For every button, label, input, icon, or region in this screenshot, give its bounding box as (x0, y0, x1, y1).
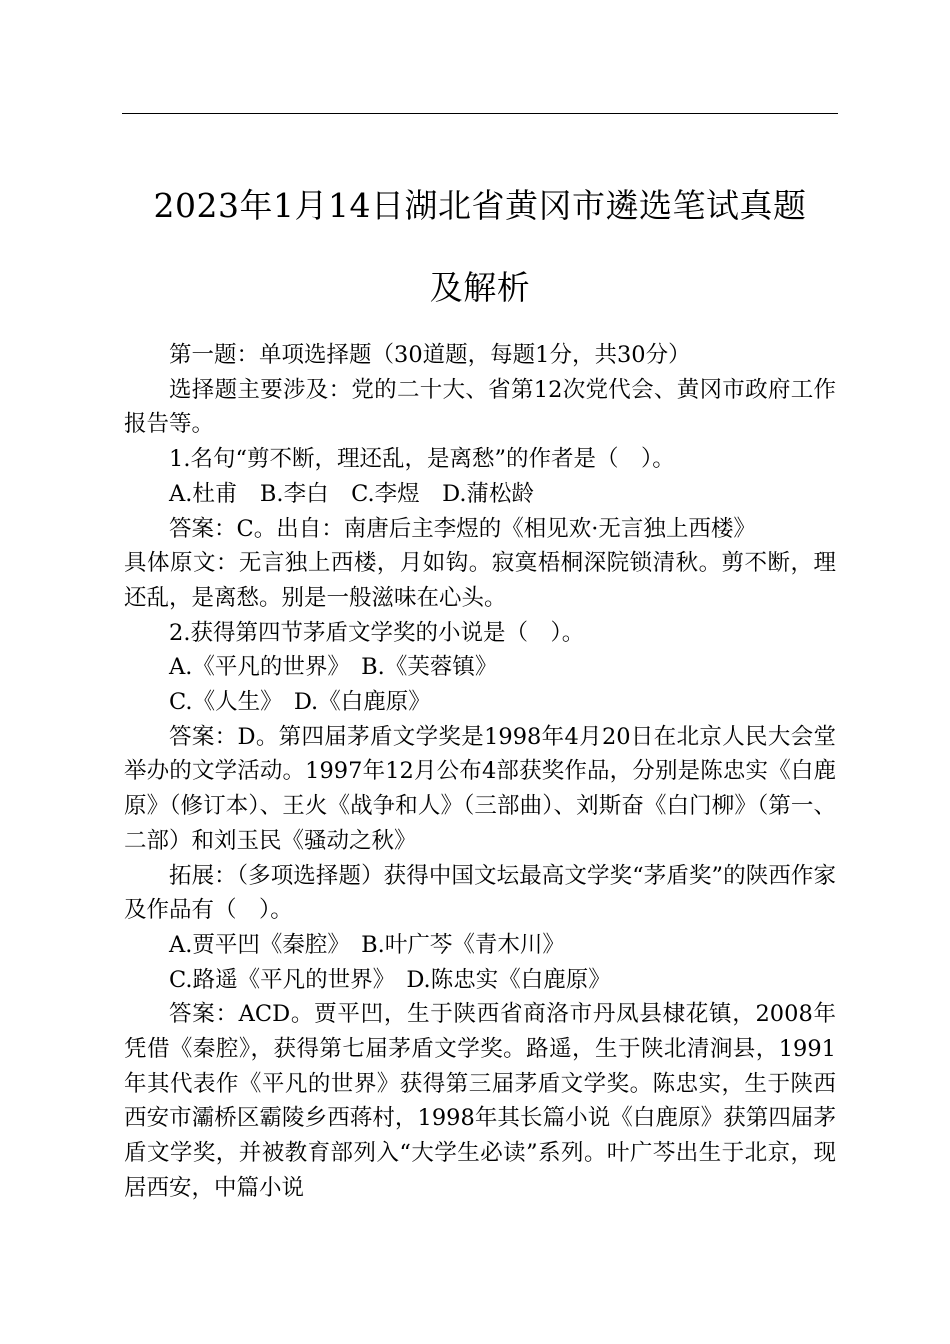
question-2-options-ab: A.《平凡的世界》 B.《芙蓉镇》 (169, 654, 498, 681)
title-line-2: 及解析 (429, 268, 531, 307)
extension-options-ab: A.贾平凹《秦腔》 B.叶广芩《青木川》 (169, 931, 565, 958)
question-1-answer: 答案：C。出自：南唐后主李煜的《相见欢·无言独上西楼》 (169, 515, 756, 542)
question-1-options: A.杜甫 B.李白 C.李煜 D.蒲松龄 (169, 480, 535, 507)
title-line-1: 2023年1月14日湖北省黄冈市遴选笔试真题 (153, 186, 807, 225)
section-scope-note: 选择题主要涉及：党的二十大、省第12次党代会、黄冈市政府工作报告等。 (124, 376, 836, 438)
extension-question: 拓展：（多项选择题）获得中国文坛最高文学奖“茅盾奖”的陕西作家及作品有（ ）。 (124, 862, 836, 924)
question-2-answer: 答案：D。第四届茅盾文学奖是1998年4月20日在北京人民大会堂举办的文学活动。1997年12月公布4部获奖作品，分别是陈忠实《白鹿原》（修订本）、王火《战争和人》（三部曲）、刘斯奋《白门柳》（第一、二部）和刘玉民《骚动之秋》 (124, 723, 836, 854)
question-2: 2.获得第四节茅盾文学奖的小说是（ ）。 (169, 619, 585, 646)
question-1-source-text: 具体原文：无言独上西楼，月如钩。寂寞梧桐深院锁清秋。剪不断，理还乱，是离愁。别是一般滋味在心头。 (124, 550, 836, 611)
question-2-options-cd: C.《人生》 D.《白鹿原》 (169, 689, 431, 716)
document-body (124, 338, 836, 1206)
section-heading: 第一题：单项选择题（30道题，每题1分，共30分） (169, 342, 691, 368)
question-1: 1.名句“剪不断，理还乱，是离愁”的作者是（ ）。 (169, 446, 675, 473)
header-rule (122, 113, 838, 114)
document-title (122, 165, 838, 329)
extension-answer: 答案：ACD。贾平凹，生于陕西省商洛市丹凤县棣花镇，2008年凭借《秦腔》，获得第七届茅盾文学奖。路遥，生于陕北清涧县，1991年其代表作《平凡的世界》获得第三届茅盾文学奖。陈忠实，生于陕西西安市灞桥区霸陵乡西蒋村，1998年其长篇小说《白鹿原》获第四届茅盾文学奖，并被教育部列入“大学生必读”系列。叶广芩出生于北京，现居西安，中篇小说 (124, 1001, 836, 1201)
extension-options-cd: C.路遥《平凡的世界》 D.陈忠实《白鹿原》 (169, 966, 611, 993)
